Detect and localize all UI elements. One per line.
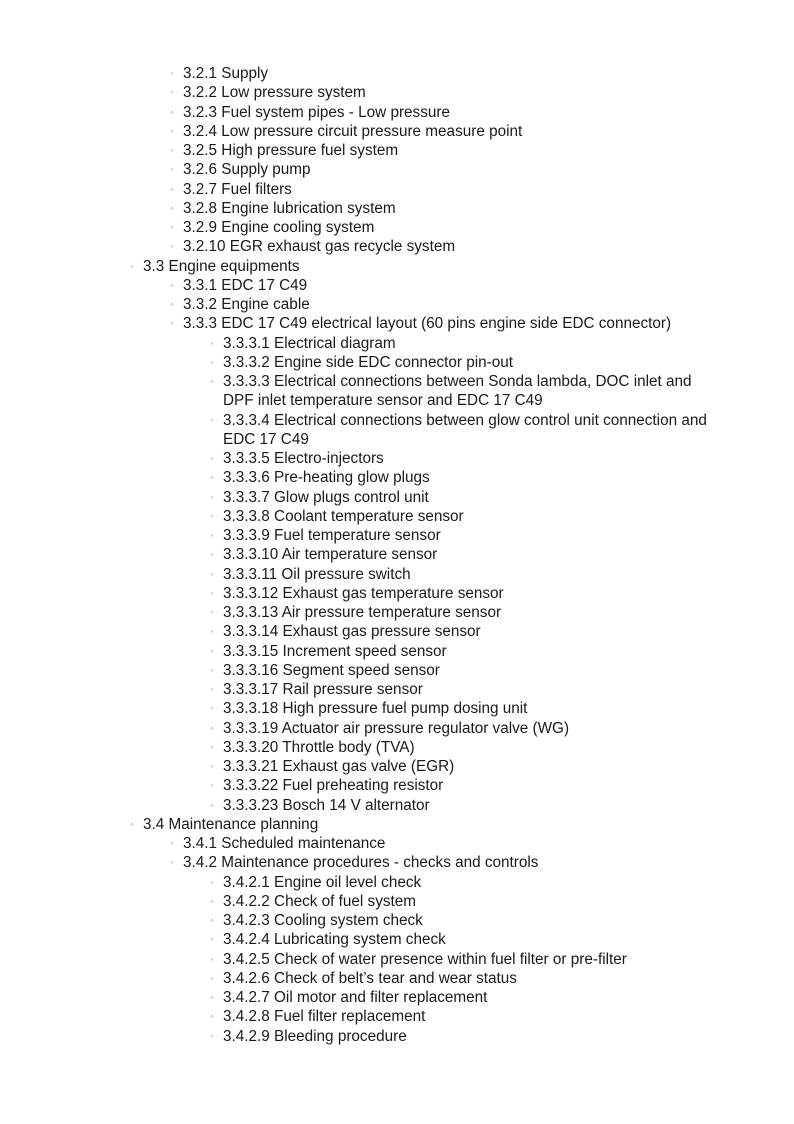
toc-item-text: 3.2.7 Fuel filters bbox=[183, 180, 292, 198]
toc-item-level-3 bbox=[0, 122, 794, 141]
toc-item-level-3 bbox=[0, 853, 794, 872]
toc-item-level-4 bbox=[0, 757, 794, 776]
toc-item-text: 3.3.3.13 Air pressure temperature sensor bbox=[223, 604, 502, 621]
toc-item-level-4 bbox=[0, 565, 794, 584]
toc-item-level-3 bbox=[0, 237, 794, 256]
bullet-icon: ◦ bbox=[130, 260, 134, 271]
toc-item-text: 3.4.2.3 Cooling system check bbox=[223, 912, 423, 929]
toc-item-text: 3.2.3 Fuel system pipes - Low pressure bbox=[183, 103, 450, 121]
bullet-icon: ◦ bbox=[210, 799, 214, 810]
toc-item-text: 3.2.10 EGR exhaust gas recycle system bbox=[183, 238, 456, 256]
toc-item-level-4 bbox=[0, 622, 794, 641]
bullet-icon: ◦ bbox=[210, 664, 214, 675]
toc-item-level-4 bbox=[0, 507, 794, 526]
bullet-icon: ◦ bbox=[210, 992, 214, 1002]
toc-item-text: 3.3.3.21 Exhaust gas valve (EGR) bbox=[223, 758, 455, 775]
toc-item-level-4 bbox=[0, 911, 794, 930]
bullet-icon: ◦ bbox=[210, 1030, 214, 1041]
bullet-icon: ◦ bbox=[170, 87, 174, 98]
toc-item-level-4 bbox=[0, 526, 794, 545]
toc-item-text: 3.3.3.6 Pre-heating glow plugs bbox=[223, 469, 430, 487]
bullet-icon: ◦ bbox=[210, 568, 214, 579]
bullet-icon: ◦ bbox=[170, 125, 174, 136]
toc-item-level-3 bbox=[0, 103, 794, 122]
toc-item-level-3 bbox=[0, 83, 794, 102]
toc-item-text: 3.2.9 Engine cooling system bbox=[183, 219, 375, 236]
toc-item-text: 3.3.3.4 Electrical connections between glow control unit connection and EDC 17 C49 bbox=[223, 411, 707, 448]
toc-item-level-4 bbox=[0, 950, 794, 969]
bullet-icon: ◦ bbox=[170, 106, 174, 117]
toc-item-text: 3.3.3.2 Engine side EDC connector pin-out bbox=[223, 353, 513, 371]
bullet-icon: ◦ bbox=[210, 549, 214, 560]
bullet-icon: ◦ bbox=[210, 645, 214, 656]
toc-item-level-4 bbox=[0, 776, 794, 795]
bullet-icon: ◦ bbox=[210, 761, 214, 771]
bullet-icon: ◦ bbox=[210, 953, 214, 964]
toc-item-text: 3.3.3.8 Coolant temperature sensor bbox=[223, 507, 464, 525]
toc-item-level-3 bbox=[0, 276, 794, 295]
toc-item-text: 3.3.3.1 Electrical diagram bbox=[223, 334, 396, 352]
toc-item-text: 3.3.3.5 Electro-injectors bbox=[223, 450, 384, 467]
bullet-icon: ◦ bbox=[170, 183, 174, 194]
toc-item-text: 3.4.2 Maintenance procedures - checks and controls bbox=[183, 854, 539, 872]
bullet-icon: ◦ bbox=[170, 68, 174, 78]
toc-item-text: 3.4.1 Scheduled maintenance bbox=[183, 835, 386, 852]
toc-item-text: 3.3.3 EDC 17 C49 electrical layout (60 pins engine side EDC connector) bbox=[183, 315, 672, 333]
toc-item-text: 3.2.6 Supply pump bbox=[183, 161, 311, 179]
toc-item-text: 3.3.3.11 Oil pressure switch bbox=[223, 565, 411, 583]
toc-item-level-4 bbox=[0, 988, 794, 1007]
toc-item-level-2 bbox=[0, 257, 794, 276]
toc-item-text: 3.2.2 Low pressure system bbox=[183, 84, 366, 102]
toc-item-level-4 bbox=[0, 1027, 794, 1046]
toc-item-text: 3.4.2.1 Engine oil level check bbox=[223, 873, 422, 891]
toc-item-level-4 bbox=[0, 411, 794, 450]
bullet-icon: ◦ bbox=[170, 838, 174, 848]
toc-item-level-4 bbox=[0, 545, 794, 564]
table-of-contents-list bbox=[0, 64, 794, 1046]
toc-item-level-3 bbox=[0, 180, 794, 199]
bullet-icon: ◦ bbox=[210, 876, 214, 887]
toc-item-level-4 bbox=[0, 449, 794, 468]
toc-item-level-3 bbox=[0, 141, 794, 160]
toc-item-text: 3.3.3.12 Exhaust gas temperature sensor bbox=[223, 584, 504, 602]
toc-item-text: 3.2.8 Engine lubrication system bbox=[183, 199, 396, 217]
toc-item-level-4 bbox=[0, 584, 794, 603]
toc-item-text: 3.3.3.14 Exhaust gas pressure sensor bbox=[223, 623, 481, 641]
toc-item-level-3 bbox=[0, 295, 794, 314]
toc-item-level-4 bbox=[0, 334, 794, 353]
toc-item-level-3 bbox=[0, 160, 794, 179]
bullet-icon: ◦ bbox=[210, 356, 214, 367]
bullet-icon: ◦ bbox=[210, 972, 214, 983]
toc-item-level-4 bbox=[0, 372, 794, 411]
toc-item-level-4 bbox=[0, 930, 794, 949]
toc-item-text: 3.3.3.17 Rail pressure sensor bbox=[223, 681, 423, 698]
bullet-icon: ◦ bbox=[210, 626, 214, 637]
toc-item-level-4 bbox=[0, 1007, 794, 1026]
toc-item-text: 3.3.3.23 Bosch 14 V alternator bbox=[223, 796, 430, 814]
toc-item-text: 3.3.3.15 Increment speed sensor bbox=[223, 642, 447, 660]
bullet-icon: ◦ bbox=[170, 857, 174, 868]
bullet-icon: ◦ bbox=[210, 895, 214, 906]
toc-item-level-3 bbox=[0, 64, 794, 83]
toc-item-text: 3.3.3.22 Fuel preheating resistor bbox=[223, 777, 444, 795]
toc-item-text: 3.3 Engine equipments bbox=[143, 257, 300, 275]
bullet-icon: ◦ bbox=[210, 703, 214, 714]
bullet-icon: ◦ bbox=[170, 299, 174, 309]
toc-item-level-3 bbox=[0, 218, 794, 237]
toc-item-text: 3.3.2 Engine cable bbox=[183, 296, 310, 313]
bullet-icon: ◦ bbox=[210, 915, 214, 925]
toc-item-text: 3.2.5 High pressure fuel system bbox=[183, 142, 399, 159]
toc-item-level-3 bbox=[0, 834, 794, 853]
toc-item-text: 3.4.2.5 Check of water presence within fuel filter or pre-filter bbox=[223, 950, 627, 968]
toc-item-level-4 bbox=[0, 642, 794, 661]
toc-item-text: 3.4.2.4 Lubricating system check bbox=[223, 931, 446, 949]
toc-item-level-4 bbox=[0, 719, 794, 738]
toc-item-level-4 bbox=[0, 353, 794, 372]
bullet-icon: ◦ bbox=[210, 376, 214, 386]
bullet-icon: ◦ bbox=[170, 202, 174, 213]
bullet-icon: ◦ bbox=[210, 684, 214, 694]
toc-item-text: 3.3.3.16 Segment speed sensor bbox=[223, 661, 440, 679]
toc-item-level-4 bbox=[0, 873, 794, 892]
toc-item-text: 3.3.3.10 Air temperature sensor bbox=[223, 546, 438, 564]
toc-item-level-4 bbox=[0, 603, 794, 622]
toc-item-text: 3.3.3.9 Fuel temperature sensor bbox=[223, 527, 441, 544]
toc-item-text: 3.2.4 Low pressure circuit pressure measure point bbox=[183, 122, 523, 140]
bullet-icon: ◦ bbox=[170, 279, 174, 290]
bullet-icon: ◦ bbox=[210, 607, 214, 617]
toc-item-text: 3.4.2.8 Fuel filter replacement bbox=[223, 1008, 426, 1026]
bullet-icon: ◦ bbox=[170, 222, 174, 232]
toc-item-text: 3.3.3.20 Throttle body (TVA) bbox=[223, 738, 415, 756]
toc-item-text: 3.4.2.2 Check of fuel system bbox=[223, 892, 417, 910]
bullet-icon: ◦ bbox=[210, 491, 214, 502]
bullet-icon: ◦ bbox=[170, 241, 174, 252]
toc-item-level-4 bbox=[0, 738, 794, 757]
bullet-icon: ◦ bbox=[210, 934, 214, 945]
bullet-icon: ◦ bbox=[210, 472, 214, 483]
toc-item-level-4 bbox=[0, 969, 794, 988]
toc-item-text: 3.4.2.7 Oil motor and filter replacement bbox=[223, 989, 488, 1006]
toc-item-text: 3.2.1 Supply bbox=[183, 65, 269, 82]
bullet-icon: ◦ bbox=[210, 530, 214, 540]
bullet-icon: ◦ bbox=[210, 337, 214, 348]
toc-item-text: 3.4 Maintenance planning bbox=[143, 815, 319, 833]
toc-item-text: 3.3.3.3 Electrical connections between Sonda lambda, DOC inlet and DPF inlet temperature sensor and EDC 17 C49 bbox=[223, 373, 692, 410]
toc-item-level-4 bbox=[0, 488, 794, 507]
toc-item-text: 3.3.3.7 Glow plugs control unit bbox=[223, 488, 429, 506]
bullet-icon: ◦ bbox=[170, 145, 174, 155]
bullet-icon: ◦ bbox=[210, 587, 214, 598]
toc-item-level-3 bbox=[0, 199, 794, 218]
bullet-icon: ◦ bbox=[210, 1011, 214, 1022]
toc-item-level-4 bbox=[0, 796, 794, 815]
bullet-icon: ◦ bbox=[130, 818, 134, 829]
bullet-icon: ◦ bbox=[170, 318, 174, 329]
toc-item-level-3 bbox=[0, 314, 794, 333]
bullet-icon: ◦ bbox=[210, 780, 214, 791]
toc-item-level-4 bbox=[0, 680, 794, 699]
bullet-icon: ◦ bbox=[210, 510, 214, 521]
toc-item-level-4 bbox=[0, 699, 794, 718]
bullet-icon: ◦ bbox=[210, 722, 214, 733]
toc-item-level-4 bbox=[0, 892, 794, 911]
toc-item-level-4 bbox=[0, 661, 794, 680]
bullet-icon: ◦ bbox=[170, 164, 174, 175]
toc-item-level-2 bbox=[0, 815, 794, 834]
toc-item-text: 3.4.2.9 Bleeding procedure bbox=[223, 1027, 407, 1045]
toc-item-level-4 bbox=[0, 468, 794, 487]
toc-item-text: 3.3.3.18 High pressure fuel pump dosing unit bbox=[223, 700, 528, 718]
toc-item-text: 3.3.3.19 Actuator air pressure regulator valve (WG) bbox=[223, 719, 570, 737]
toc-item-text: 3.4.2.6 Check of belt’s tear and wear status bbox=[223, 969, 517, 987]
bullet-icon: ◦ bbox=[210, 453, 214, 463]
bullet-icon: ◦ bbox=[210, 414, 214, 425]
bullet-icon: ◦ bbox=[210, 741, 214, 752]
toc-item-text: 3.3.1 EDC 17 C49 bbox=[183, 276, 308, 294]
